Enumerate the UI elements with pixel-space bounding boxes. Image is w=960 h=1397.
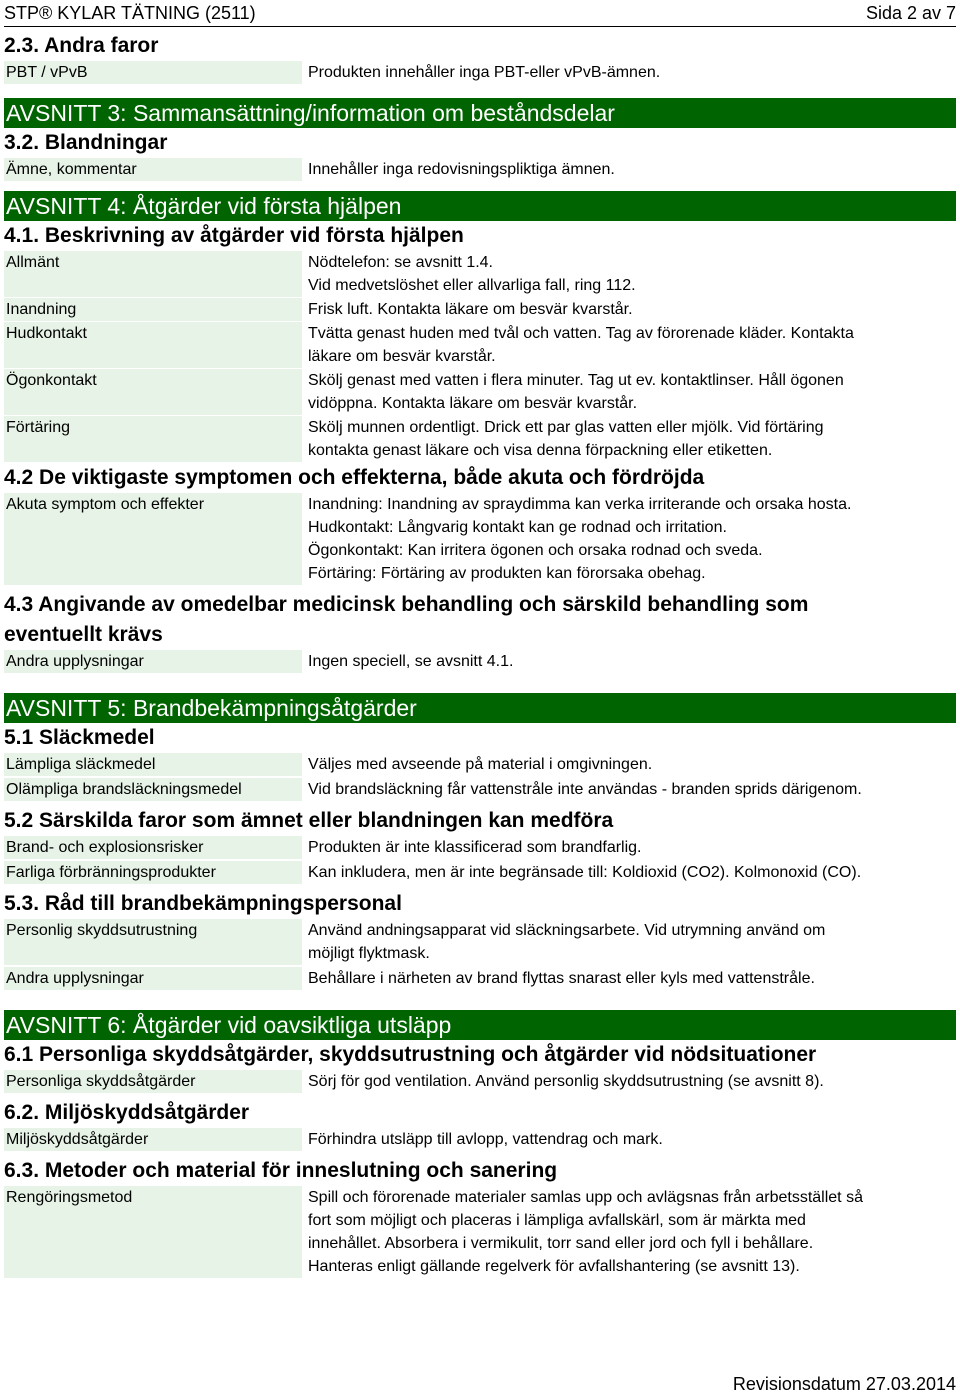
row-label: Miljöskyddsåtgärder	[4, 1128, 302, 1151]
row-value	[306, 493, 956, 585]
row-value	[306, 298, 956, 321]
row-value	[306, 416, 956, 462]
value-line: kontakta genast läkare och visa denna förpackning eller etiketten.	[308, 442, 773, 459]
row-value	[306, 251, 956, 297]
value-line: Sörj för god ventilation. Använd personlig skyddsutrustning (se avsnitt 8).	[308, 1073, 824, 1090]
info-row	[4, 778, 956, 801]
row-label: PBT / vPvB	[4, 61, 302, 84]
row-value	[306, 1128, 956, 1151]
section-5-2-title: 5.2 Särskilda faror som ämnet eller blandningen kan medföra	[4, 809, 614, 832]
info-row	[4, 861, 956, 884]
row-label: Andra upplysningar	[4, 967, 302, 990]
section-4-2-title: 4.2 De viktigaste symptomen och effekterna, både akuta och fördröjda	[4, 466, 705, 489]
value-line: läkare om besvär kvarstår.	[308, 348, 496, 365]
row-value	[306, 919, 956, 965]
section-4-3-title	[4, 590, 956, 650]
row-label: Allmänt	[4, 251, 302, 297]
section-6-banner: AVSNITT 6: Åtgärder vid oavsiktliga utsläpp	[4, 1010, 956, 1040]
info-row	[4, 919, 956, 965]
row-label: Personliga skyddsåtgärder	[4, 1070, 302, 1093]
info-row	[4, 493, 956, 585]
row-label: Lämpliga släckmedel	[4, 753, 302, 776]
value-line: Vid medvetslöshet eller allvarliga fall, ring 112.	[308, 277, 636, 294]
value-line: Nödtelefon: se avsnitt 1.4.	[308, 254, 493, 271]
info-row	[4, 836, 956, 859]
document-title: STP® KYLAR TÄTNING (2511)	[4, 3, 256, 23]
value-line: Förtäring: Förtäring av produkten kan förorsaka obehag.	[308, 565, 706, 582]
row-label: Akuta symptom och effekter	[4, 493, 302, 585]
row-value	[306, 861, 956, 884]
info-row	[4, 251, 956, 297]
row-label: Olämpliga brandsläckningsmedel	[4, 778, 302, 801]
value-line: Tvätta genast huden med tvål och vatten. Tag av förorenade kläder. Kontakta	[308, 325, 854, 342]
section-5-1-title: 5.1 Släckmedel	[4, 726, 155, 749]
section-3-2-title: 3.2. Blandningar	[4, 131, 168, 154]
page-number: Sida 2 av 7	[865, 3, 956, 23]
value-line: Förhindra utsläpp till avlopp, vattendrag och mark.	[308, 1131, 663, 1148]
value-line: Produkten är inte klassificerad som brandfarlig.	[308, 839, 642, 856]
value-line: Ögonkontakt: Kan irritera ögonen och orsaka rodnad och sveda.	[308, 542, 763, 559]
value-line: Spill och förorenade materialer samlas upp och avlägsnas från arbetsstället så	[308, 1189, 863, 1206]
info-row	[4, 416, 956, 462]
info-row	[4, 650, 956, 673]
row-value	[306, 836, 956, 859]
value-line: vidöppna. Kontakta läkare om besvär kvarstår.	[308, 395, 638, 412]
row-value: Produkten innehåller inga PBT-eller vPvB-ämnen.	[308, 64, 661, 81]
row-value: Innehåller inga redovisningspliktiga ämnen.	[308, 161, 615, 178]
value-line: Inandning: Inandning av spraydimma kan verka irriterande och orsaka hosta.	[308, 496, 852, 513]
title-line: eventuellt krävs	[4, 623, 163, 646]
title-line: 4.3 Angivande av omedelbar medicinsk behandling och särskild behandling som	[4, 593, 809, 616]
row-value	[306, 1070, 956, 1093]
section-6-3-title: 6.3. Metoder och material för inneslutning och sanering	[4, 1159, 558, 1182]
row-label: Rengöringsmetod	[4, 1186, 302, 1278]
section-4-banner: AVSNITT 4: Åtgärder vid första hjälpen	[4, 191, 956, 221]
row-label: Hudkontakt	[4, 322, 302, 368]
info-row	[4, 1186, 956, 1278]
row-value	[306, 967, 956, 990]
document-body	[4, 31, 956, 1283]
row-label: Farliga förbränningsprodukter	[4, 861, 302, 884]
info-row	[4, 1070, 956, 1093]
value-line: Använd andningsapparat vid släckningsarbete. Vid utrymning använd om	[308, 922, 826, 939]
row-label: Ögonkontakt	[4, 369, 302, 415]
value-line: Kan inkludera, men är inte begränsade till: Koldioxid (CO2). Kolmonoxid (CO).	[308, 864, 862, 881]
info-row	[4, 1128, 956, 1151]
row-value	[306, 322, 956, 368]
row-label: Förtäring	[4, 416, 302, 462]
value-line: Hudkontakt: Långvarig kontakt kan ge rodnad och irritation.	[308, 519, 727, 536]
section-2-3-title: 2.3. Andra faror	[4, 34, 159, 57]
page-header	[4, 0, 956, 27]
value-line: innehållet. Absorbera i vermikulit, torr sand eller jord och fyll i behållare.	[308, 1235, 814, 1252]
section-5-banner: AVSNITT 5: Brandbekämpningsåtgärder	[4, 693, 956, 723]
section-3-banner: AVSNITT 3: Sammansättning/information om beståndsdelar	[4, 98, 956, 128]
row-label: Inandning	[4, 298, 302, 321]
row-label: Andra upplysningar	[4, 650, 302, 673]
section-4-1-title: 4.1. Beskrivning av åtgärder vid första hjälpen	[4, 224, 464, 247]
revision-date: Revisionsdatum 27.03.2014	[732, 1374, 956, 1394]
value-line: Hanteras enligt gällande regelverk för avfallshantering (se avsnitt 13).	[308, 1258, 800, 1275]
row-label: Ämne, kommentar	[4, 158, 302, 181]
row-value	[306, 369, 956, 415]
row-value	[306, 778, 956, 801]
value-line: Ingen speciell, se avsnitt 4.1.	[308, 653, 514, 670]
value-line: fort som möjligt och placeras i lämpliga avfallskärl, som är märkta med	[308, 1212, 806, 1229]
info-row	[4, 322, 956, 368]
row-label: Brand- och explosionsrisker	[4, 836, 302, 859]
info-row	[4, 967, 956, 990]
row-value	[306, 1186, 956, 1278]
row-label: Personlig skyddsutrustning	[4, 919, 302, 965]
row-value	[306, 650, 956, 673]
section-5-3-title: 5.3. Råd till brandbekämpningspersonal	[4, 892, 402, 915]
section-6-2-title: 6.2. Miljöskyddsåtgärder	[4, 1101, 250, 1124]
value-line: Frisk luft. Kontakta läkare om besvär kvarstår.	[308, 301, 633, 318]
row-value	[306, 753, 956, 776]
value-line: Skölj munnen ordentligt. Drick ett par glas vatten eller mjölk. Vid förtäring	[308, 419, 824, 436]
value-line: Skölj genast med vatten i flera minuter. Tag ut ev. kontaktlinser. Håll ögonen	[308, 372, 844, 389]
info-row	[4, 61, 956, 84]
info-row	[4, 369, 956, 415]
value-line: Väljes med avseende på material i omgivningen.	[308, 756, 653, 773]
value-line: Behållare i närheten av brand flyttas snarast eller kyls med vattenstråle.	[308, 970, 815, 987]
info-row	[4, 158, 956, 181]
info-row	[4, 298, 956, 321]
info-row	[4, 753, 956, 776]
value-line: Vid brandsläckning får vattenstråle inte användas - branden sprids därigenom.	[308, 781, 862, 798]
section-6-1-title: 6.1 Personliga skyddsåtgärder, skyddsutrustning och åtgärder vid nödsituationer	[4, 1043, 817, 1066]
value-line: möjligt flyktmask.	[308, 945, 430, 962]
